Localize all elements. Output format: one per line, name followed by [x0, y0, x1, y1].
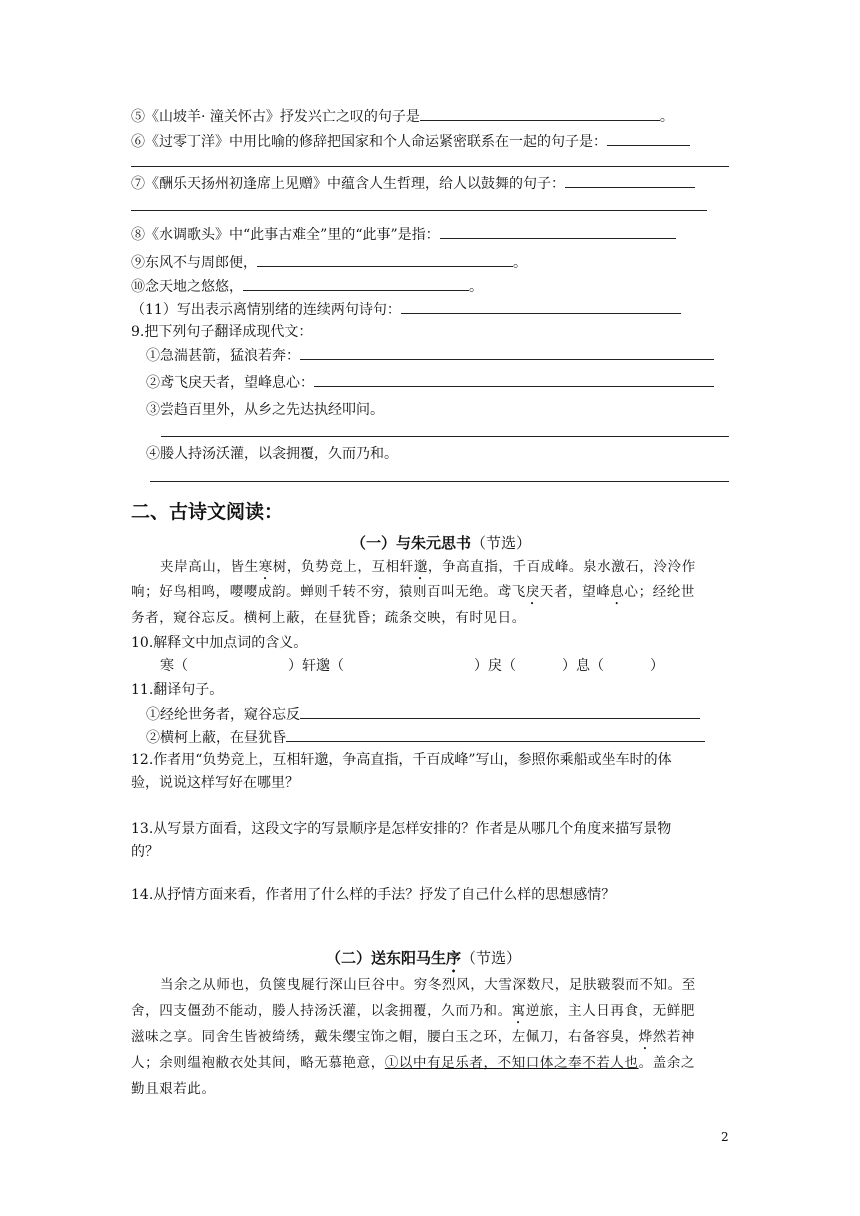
q6-text: ⑥《过零丁洋》中用比喻的修辞把国家和个人命运紧密联系在一起的句子是： — [131, 134, 607, 150]
part-2-title-note: （节选） — [461, 949, 522, 967]
part-1-title-note: （节选） — [471, 534, 532, 552]
q7-answer-blank[interactable] — [565, 173, 695, 188]
q5-line — [131, 106, 674, 127]
q11-sentence-1-text: ①经纶世务者，窥谷忘反 — [146, 707, 300, 723]
passage-2-l4b: 。盖余之 — [638, 1055, 696, 1071]
q8-line — [131, 224, 676, 245]
part-1-title-text: （一）与朱元思书 — [351, 534, 472, 552]
translate-item-3: ③尝趋百里外，从乡之先达执经叩问。 — [146, 402, 384, 418]
q5-end: 。 — [659, 109, 674, 125]
passage-2-line-4 — [131, 1053, 695, 1073]
translate-item-4: ④媵人持汤沃灌，以衾拥覆，久而乃和。 — [146, 446, 398, 462]
translate-item-1-blank[interactable] — [300, 345, 714, 360]
translate-title: 9.把下列句子翻译成现代文： — [131, 324, 313, 340]
q10-word-5: ） — [650, 658, 664, 674]
translate-item-2 — [146, 372, 714, 393]
q12-line-2: 验，说说这样写好在哪里？ — [131, 775, 299, 791]
q8-answer-blank[interactable] — [440, 224, 676, 239]
q7-answer-line[interactable] — [131, 210, 707, 211]
translate-item-2-blank[interactable] — [314, 372, 714, 387]
translate-item-1 — [146, 345, 714, 366]
q11-sentence-1 — [146, 704, 700, 725]
q9-answer-blank[interactable] — [257, 252, 513, 267]
translate-item-1-text: ①急湍甚箭，猛浪若奔： — [146, 348, 300, 364]
q11-sentence-2-blank[interactable] — [286, 727, 705, 742]
q9-line — [131, 252, 527, 273]
passage-2-line-3 — [131, 1027, 695, 1053]
passage-2-l2b: 逆旅，主人日再食，无鲜肥 — [525, 1003, 696, 1019]
q10-line — [131, 276, 483, 297]
passage-1-line-2 — [131, 582, 695, 608]
passage-1-l2b: 天者，望峰 — [539, 584, 611, 600]
q14-line-1: 14.从抒情方面来看，作者用了什么样的手法？抒发了自己什么样的思想感情？ — [131, 887, 616, 903]
q11-text: （11）写出表示离情别绪的连续两句诗句： — [131, 302, 401, 318]
passage-1-l2: 响；好鸟相鸣，嘤嘤成韵。蝉则千转不穷，猿则百叫无绝。鸢飞 — [131, 584, 526, 600]
passage-2-l3: 滋味之享。同舍生皆被绮绣，戴朱缨宝饰之帽，腰白玉之环，左佩刀，右备容臭， — [131, 1029, 639, 1045]
part-2-title — [326, 948, 521, 976]
q10-end: 。 — [469, 279, 483, 295]
q10-text: ⑩念天地之悠悠， — [131, 279, 243, 295]
q13-line-2: 的？ — [131, 844, 159, 860]
passage-2-line-5: 勤且艰若此。 — [131, 1081, 216, 1097]
page-number: 2 — [721, 1130, 729, 1144]
q10-words — [160, 656, 664, 676]
part-1-title — [351, 533, 531, 553]
q8-text: ⑧《水调歌头》中“此事古难全”里的“此事”是指： — [131, 227, 440, 243]
passage-2-l3b: 然若神 — [652, 1029, 696, 1045]
q7-line — [131, 173, 695, 194]
dotted-word-han: 寒 — [258, 559, 273, 575]
passage-2-l2a: 舍，四支僵劲不能动，媵人持汤沃灌，以衾拥覆，久而乃和。 — [131, 1003, 512, 1019]
q6-answer-blank[interactable] — [607, 131, 690, 146]
translate-item-4-answer-line[interactable] — [150, 481, 729, 482]
translate-item-3-answer-line[interactable] — [161, 436, 729, 437]
dotted-word-ye: 烨 — [638, 1029, 653, 1045]
q7-text: ⑦《酬乐天扬州初逢席上见赠》中蕴含人生哲理，给人以鼓舞的句子： — [131, 176, 565, 192]
part-2-title-dotted-char: 序 — [446, 949, 462, 967]
q13-line-1: 13.从写景方面看，这段文字的写景顺序是怎样安排的？作者是从哪几个角度来描写景物 — [131, 821, 672, 837]
dotted-word-xi: 息 — [610, 584, 625, 600]
passage-2-l4a: 人；余则缊袍敝衣处其间，略无慕艳意， — [131, 1055, 385, 1071]
q10-word-3: ）戾（ — [474, 658, 516, 674]
q6-line — [131, 131, 690, 152]
q5-answer-blank[interactable] — [420, 106, 660, 121]
q11-line — [131, 299, 681, 320]
dotted-word-yu: 寓 — [511, 1003, 526, 1019]
passage-1-l2c: 心；经纶世 — [624, 584, 696, 600]
passage-1-l1c: ，争高直指，千百成峰。泉水激石，泠泠作 — [427, 559, 696, 575]
q11-sentence-1-blank[interactable] — [300, 704, 700, 719]
passage-1-l1a: 夹岸高山，皆生 — [160, 559, 259, 575]
q9-end: 。 — [513, 255, 527, 271]
passage-2-line-2 — [131, 1001, 695, 1027]
q12-line-1: 12.作者用“负势竞上，互相轩邈，争高直指，千百成峰”写山，参照你乘船或坐车时的体 — [131, 752, 672, 768]
underlined-sentence: ①以中有足乐者，不知口体之奉不若人也 — [384, 1055, 639, 1071]
q11-answer-blank[interactable] — [401, 299, 681, 314]
section-2-title: 二、古诗文阅读： — [131, 501, 284, 523]
q10-word-4: ）息（ — [562, 658, 604, 674]
passage-2-line-1: 当余之从师也，负箧曳屣行深山巨谷中。穷冬烈风，大雪深数尺，足肤皲裂而不知。至 — [160, 977, 696, 993]
q10-word-1: 寒（ — [160, 658, 188, 674]
translate-item-2-text: ②鸢飞戾天者，望峰息心： — [146, 375, 314, 391]
dotted-word-li: 戾 — [525, 584, 540, 600]
part-2-title-text: （二）送东阳马生 — [326, 949, 447, 967]
q6-answer-line[interactable] — [131, 166, 729, 167]
passage-1-line-3: 务者，窥谷忘反。横柯上蔽，在昼犹昏；疏条交映，有时见日。 — [131, 610, 526, 626]
passage-1-line-1 — [160, 557, 696, 583]
q9-text: ⑨东风不与周郎便， — [131, 255, 257, 271]
q11-sentence-2 — [146, 727, 705, 748]
q11-sentence-2-text: ②横柯上蔽，在昼犹昏 — [146, 730, 286, 746]
dotted-word-miao: 邈 — [413, 559, 428, 575]
q10-answer-blank[interactable] — [243, 276, 469, 291]
q10-title: 10.解释文中加点词的含义。 — [131, 635, 308, 651]
q10-word-2: ）轩邈（ — [288, 658, 344, 674]
passage-1-l1b: 树，负势竞上，互相轩 — [272, 559, 414, 575]
q11-title: 11.翻译句子。 — [131, 682, 224, 698]
q5-text: ⑤《山坡羊· 潼关怀古》抒发兴亡之叹的句子是 — [131, 109, 420, 125]
